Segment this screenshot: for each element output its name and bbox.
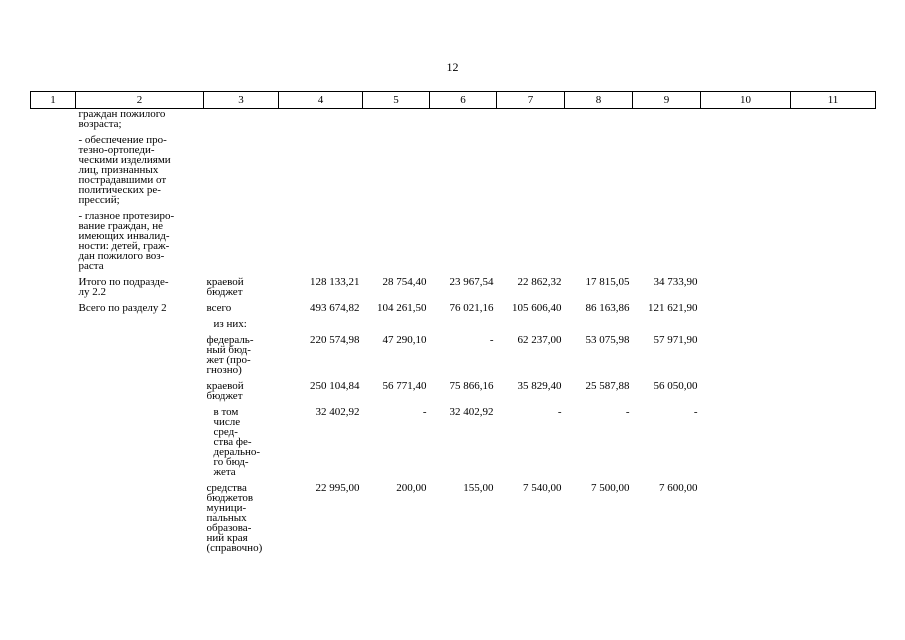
budget-table xyxy=(30,91,876,559)
cell-description: граждан пожилого возраста; xyxy=(78,108,166,130)
cell-value-col5: 47 290,10 xyxy=(382,334,427,346)
cell-source: всего xyxy=(206,302,232,314)
cell-value-col9: 7 600,00 xyxy=(659,482,698,494)
cell-value-col5: 104 261,50 xyxy=(377,302,427,314)
table-row xyxy=(31,381,876,407)
cell-value-col7 xyxy=(497,319,565,335)
cell-value-col9: 56 050,00 xyxy=(653,380,698,392)
column-header: 2 xyxy=(76,92,204,109)
cell-value-col8 xyxy=(565,109,633,136)
cell-value-col8: 25 587,88 xyxy=(585,380,630,392)
table-row xyxy=(31,483,876,559)
cell-value-col8: 53 075,98 xyxy=(585,334,630,346)
cell-value-col6: - xyxy=(489,334,494,346)
table-row xyxy=(31,277,876,303)
cell-col1 xyxy=(31,335,76,381)
table-row xyxy=(31,319,876,335)
cell-source: средства бюджетов муници- пальных образова- ний края (справочно) xyxy=(206,482,263,554)
cell-col10 xyxy=(701,483,791,559)
cell-col1 xyxy=(31,407,76,483)
cell-value-col9: 34 733,90 xyxy=(653,276,698,288)
cell-description: - обеспечение про- тезно-ортопеди- ческими изделиями лиц, признанных пострадавшими от политических ре- прессий; xyxy=(78,134,171,206)
cell-value-col6: 75 866,16 xyxy=(449,380,494,392)
cell-col1 xyxy=(31,303,76,319)
cell-value-col7 xyxy=(497,211,565,277)
cell-col10 xyxy=(701,277,791,303)
cell-value-col6: 76 021,16 xyxy=(449,302,494,314)
cell-description: Итого по подразде- лу 2.2 xyxy=(78,276,169,298)
cell-value-col4: 220 574,98 xyxy=(310,334,360,346)
cell-col10 xyxy=(701,211,791,277)
column-header: 10 xyxy=(701,92,791,109)
column-header: 6 xyxy=(430,92,497,109)
cell-value-col8 xyxy=(565,211,633,277)
cell-col11 xyxy=(791,277,876,303)
cell-col10 xyxy=(701,303,791,319)
cell-value-col8: 86 163,86 xyxy=(585,302,630,314)
cell-source: краевой бюджет xyxy=(206,276,244,298)
cell-source xyxy=(204,135,279,211)
column-header: 7 xyxy=(497,92,565,109)
cell-description xyxy=(76,381,204,407)
cell-value-col6 xyxy=(430,135,497,211)
table-row xyxy=(31,407,876,483)
cell-value-col7: 35 829,40 xyxy=(517,380,562,392)
cell-value-col8: - xyxy=(625,406,630,418)
cell-value-col4 xyxy=(279,319,363,335)
cell-source xyxy=(204,109,279,136)
cell-value-col7 xyxy=(497,135,565,211)
table-row xyxy=(31,303,876,319)
column-header: 9 xyxy=(633,92,701,109)
cell-col1 xyxy=(31,277,76,303)
cell-col11 xyxy=(791,109,876,136)
cell-value-col5: 200,00 xyxy=(396,482,427,494)
cell-col10 xyxy=(701,319,791,335)
cell-col1 xyxy=(31,135,76,211)
table-row xyxy=(31,211,876,277)
cell-source: краевой бюджет xyxy=(206,380,244,402)
cell-value-col5: 28 754,40 xyxy=(382,276,427,288)
cell-value-col6 xyxy=(430,211,497,277)
cell-description xyxy=(76,319,204,335)
cell-value-col8: 7 500,00 xyxy=(591,482,630,494)
cell-value-col8 xyxy=(565,319,633,335)
cell-value-col9 xyxy=(633,109,701,136)
cell-value-col9 xyxy=(633,135,701,211)
cell-col10 xyxy=(701,135,791,211)
cell-value-col6 xyxy=(430,319,497,335)
cell-value-col6: 32 402,92 xyxy=(449,406,494,418)
cell-description: - глазное протезиро- вание граждан, не имеющих инвалид- ности: детей, граж- дан пожилого воз- раста xyxy=(78,210,175,272)
cell-value-col4 xyxy=(279,135,363,211)
cell-source: из них: xyxy=(213,318,247,330)
cell-source: в том числе сред- ства фе- дерально- го бюд- жета xyxy=(213,406,261,478)
page-number: 12 xyxy=(446,60,459,74)
cell-value-col6: 155,00 xyxy=(463,482,494,494)
cell-col1 xyxy=(31,483,76,559)
cell-value-col6: 23 967,54 xyxy=(449,276,494,288)
cell-value-col5: - xyxy=(422,406,427,418)
cell-value-col9 xyxy=(633,211,701,277)
cell-col11 xyxy=(791,407,876,483)
cell-value-col5 xyxy=(363,109,430,136)
cell-col11 xyxy=(791,335,876,381)
cell-value-col5 xyxy=(363,319,430,335)
table-row xyxy=(31,335,876,381)
cell-col1 xyxy=(31,109,76,136)
table-row xyxy=(31,135,876,211)
cell-col11 xyxy=(791,303,876,319)
cell-value-col4: 493 674,82 xyxy=(310,302,360,314)
column-header: 1 xyxy=(31,92,76,109)
cell-col1 xyxy=(31,381,76,407)
cell-value-col6 xyxy=(430,109,497,136)
cell-description xyxy=(76,335,204,381)
cell-col10 xyxy=(701,407,791,483)
cell-value-col7: 7 540,00 xyxy=(523,482,562,494)
cell-value-col7: 105 606,40 xyxy=(512,302,562,314)
cell-source xyxy=(204,211,279,277)
cell-col1 xyxy=(31,319,76,335)
cell-col10 xyxy=(701,381,791,407)
cell-source: федераль- ный бюд- жет (про- гнозно) xyxy=(206,334,254,376)
column-header: 11 xyxy=(791,92,876,109)
cell-col11 xyxy=(791,319,876,335)
cell-col11 xyxy=(791,381,876,407)
column-header: 5 xyxy=(363,92,430,109)
cell-col10 xyxy=(701,109,791,136)
cell-value-col5: 56 771,40 xyxy=(382,380,427,392)
cell-value-col7: - xyxy=(557,406,562,418)
column-header: 4 xyxy=(279,92,363,109)
table-row xyxy=(31,109,876,136)
cell-value-col9: - xyxy=(693,406,698,418)
column-header: 8 xyxy=(565,92,633,109)
cell-value-col9: 121 621,90 xyxy=(648,302,698,314)
cell-value-col7 xyxy=(497,109,565,136)
cell-value-col8: 17 815,05 xyxy=(585,276,630,288)
cell-value-col7: 22 862,32 xyxy=(517,276,562,288)
cell-col11 xyxy=(791,135,876,211)
cell-value-col9: 57 971,90 xyxy=(653,334,698,346)
cell-value-col4 xyxy=(279,109,363,136)
cell-value-col4: 22 995,00 xyxy=(315,482,360,494)
cell-value-col4: 128 133,21 xyxy=(310,276,360,288)
table-header-row xyxy=(31,92,876,109)
cell-col11 xyxy=(791,211,876,277)
cell-value-col5 xyxy=(363,135,430,211)
column-header: 3 xyxy=(204,92,279,109)
cell-value-col8 xyxy=(565,135,633,211)
cell-col1 xyxy=(31,211,76,277)
cell-description xyxy=(76,483,204,559)
cell-value-col9 xyxy=(633,319,701,335)
cell-value-col4: 32 402,92 xyxy=(315,406,360,418)
cell-col10 xyxy=(701,335,791,381)
cell-description xyxy=(76,407,204,483)
cell-value-col4 xyxy=(279,211,363,277)
cell-description: Всего по разделу 2 xyxy=(78,302,167,314)
cell-value-col4: 250 104,84 xyxy=(310,380,360,392)
cell-value-col7: 62 237,00 xyxy=(517,334,562,346)
cell-value-col5 xyxy=(363,211,430,277)
cell-col11 xyxy=(791,483,876,559)
